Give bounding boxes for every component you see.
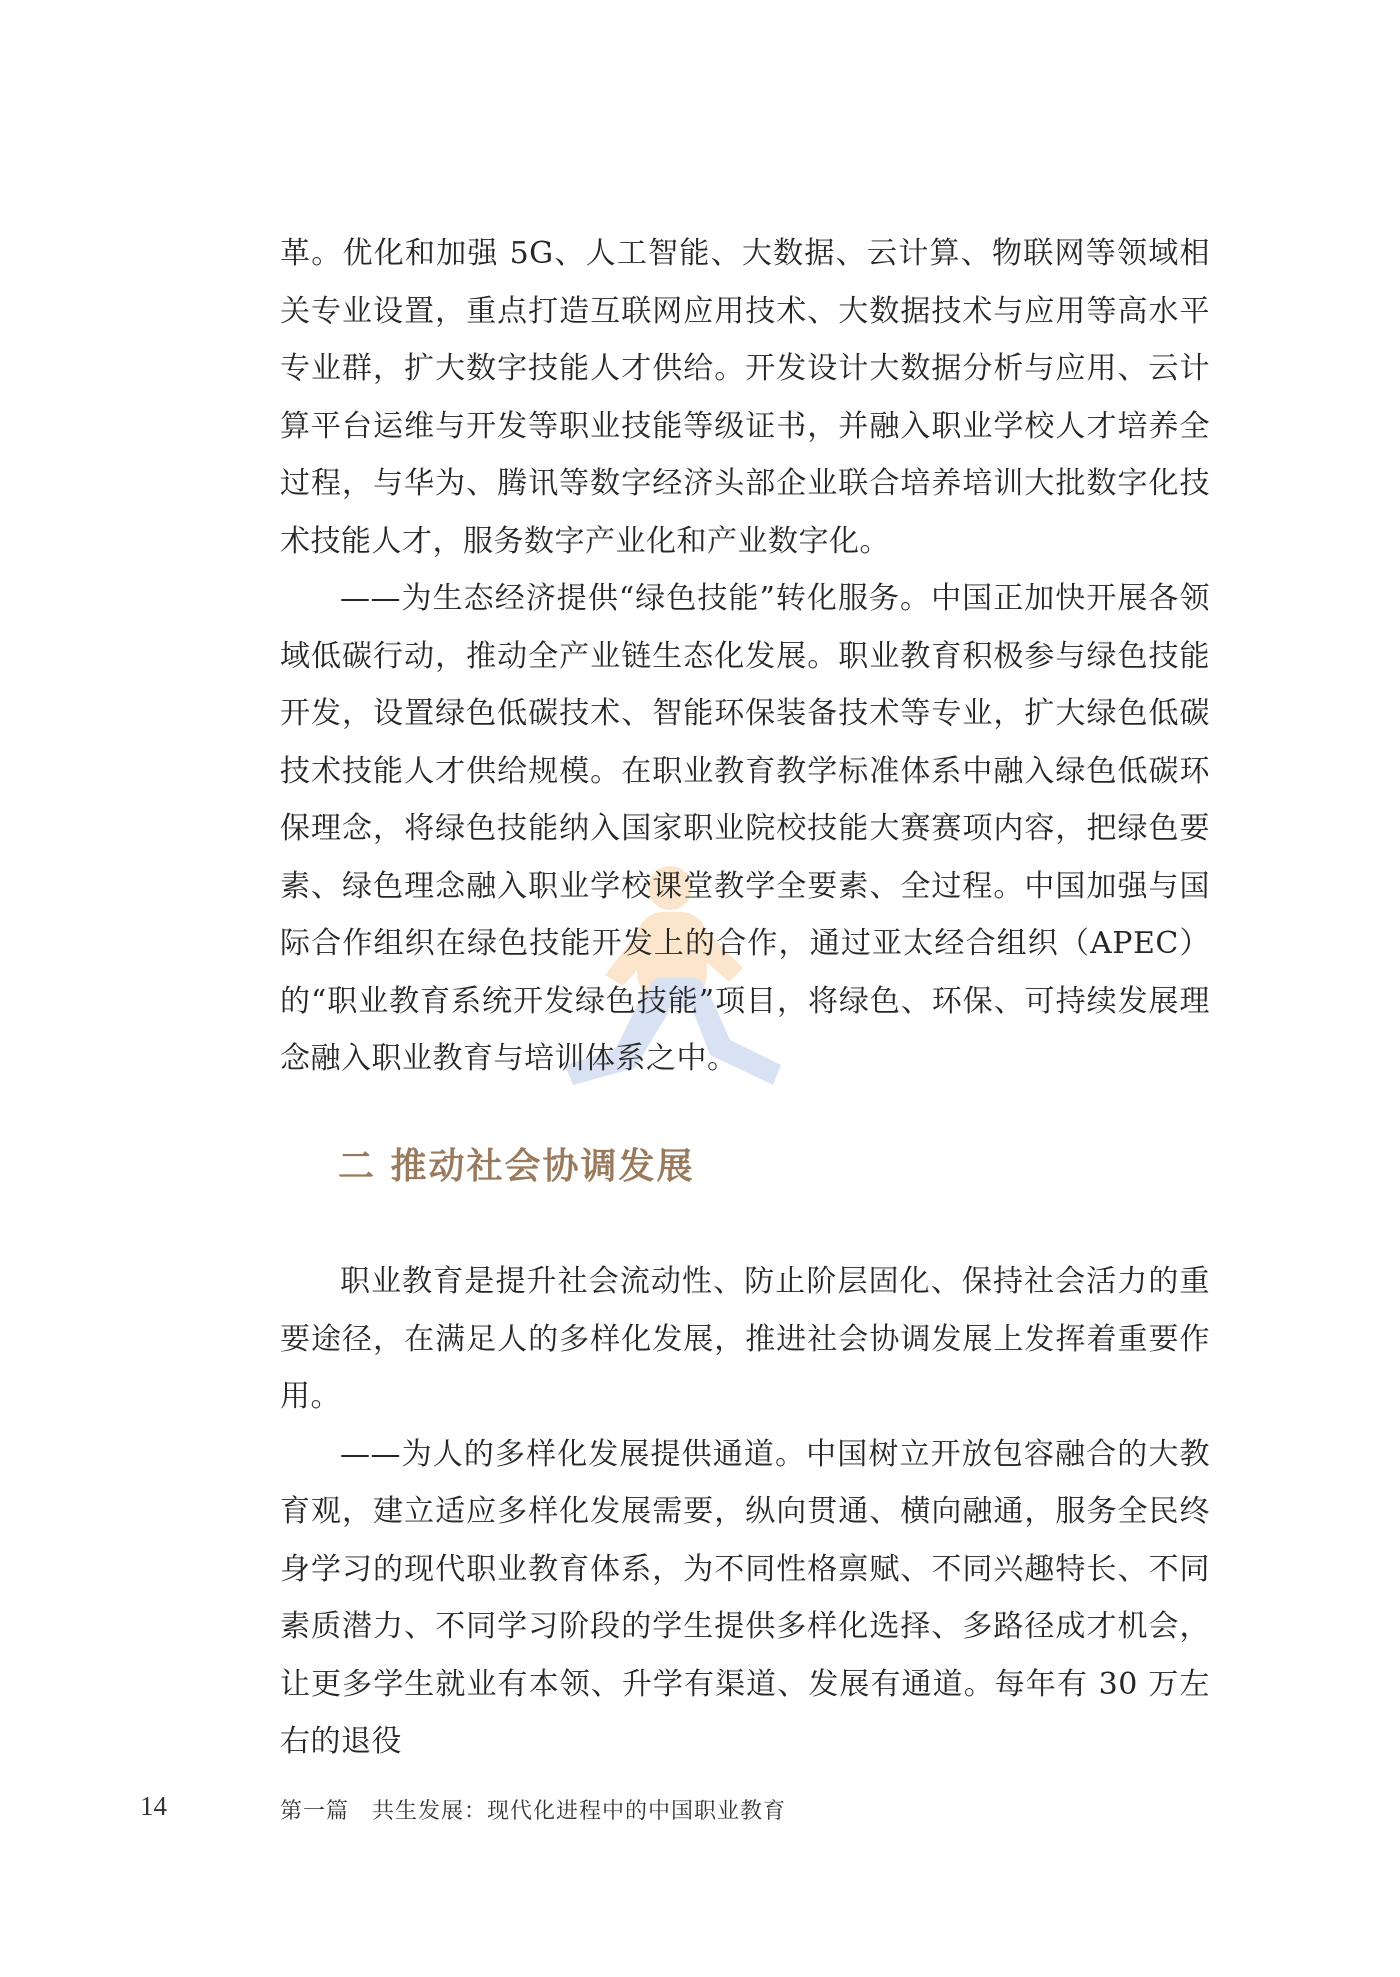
body-text-block-2 [280, 1253, 1210, 1771]
paragraph-diverse-development: ——为人的多样化发展提供通道。中国树立开放包容融合的大教育观，建立适应多样化发展需要，纵向贯通、横向融通，服务全民终身学习的现代职业教育体系，为不同性格禀赋、不同兴趣特长、不同素质潜力、不同学习阶段的学生提供多样化选择、多路径成才机会，让更多学生就业有本领、升学有渠道、发展有通道。每年有 30 万左右的退役 [280, 1436, 1210, 1759]
page-footer [0, 1791, 1400, 1831]
running-head: 第一篇 共生发展：现代化进程中的中国职业教育 [280, 1799, 787, 1824]
section-heading: 二 推动社会协调发展 [338, 1145, 695, 1187]
page-number: 14 [140, 1791, 167, 1821]
paragraph-digital-skills: 革。优化和加强 5G、人工智能、大数据、云计算、物联网等领域相关专业设置，重点打造互联网应用技术、大数据技术与应用等高水平专业群，扩大数字技能人才供给。开发设计大数据分析与应用、云计算平台运维与开发等职业技能等级证书，并融入职业学校人才培养全过程，与华为、腾讯等数字经济头部企业联合培养培训大批数字化技术技能人才，服务数字产业化和产业数字化。 [280, 236, 1210, 559]
paragraph-social-mobility: 职业教育是提升社会流动性、防止阶层固化、保持社会活力的重要途径，在满足人的多样化发展，推进社会协调发展上发挥着重要作用。 [280, 1264, 1210, 1414]
paragraph-green-skills: ——为生态经济提供“绿色技能”转化服务。中国正加快开展各领域低碳行动，推动全产业链生态化发展。职业教育积极参与绿色技能开发，设置绿色低碳技术、智能环保装备技术等专业，扩大绿色低碳技术技能人才供给规模。在职业教育教学标准体系中融入绿色低碳环保理念，将绿色技能纳入国家职业院校技能大赛赛项内容，把绿色要素、绿色理念融入职业学校课堂教学全要素、全过程。中国加强与国际合作组织在绿色技能开发上的合作，通过亚太经合组织（APEC）的“职业教育系统开发绿色技能”项目，将绿色、环保、可持续发展理念融入职业教育与培训体系之中。 [280, 581, 1210, 1076]
body-text-block-1 [280, 225, 1210, 1088]
